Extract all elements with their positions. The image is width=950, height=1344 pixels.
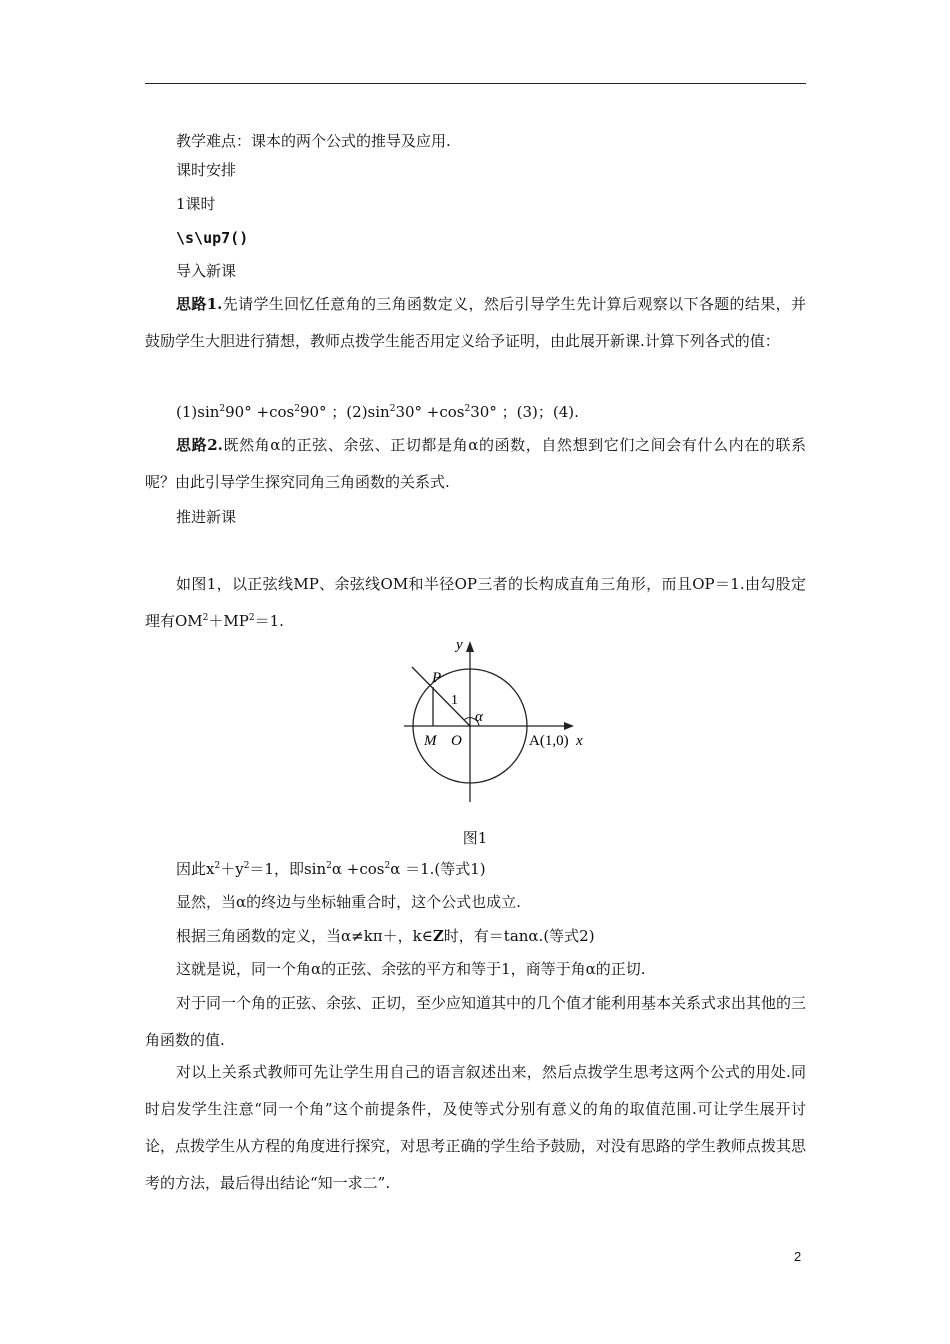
note-axes: 显然，当α的终边与坐标轴重合时，这个公式也成立. <box>176 893 521 911</box>
exercise-line: $(1)\sin^290^\circ +\cos^290^\circ$ ；$(2)\sin^230^\circ +\cos^230^\circ$ ；(3)；(4). <box>176 403 579 421</box>
idea1-label: 思路1. <box>176 295 223 313</box>
idea2-paragraph <box>145 427 806 501</box>
discussion-paragraph: 对以上关系式教师可先让学生用自己的语言叙述出来，然后点拨学生思考这两个公式的用处.同时启发学生注意“同一个角”这个前提条件，及使等式分别有意义的角的取值范围.可让学生展开讨论，点拨学生从方程的角度进行探究，对思考正确的学生给予鼓励，对没有思路的学生教师点拨其思考的方法，最后得出结论“知一求二”. <box>145 1063 806 1192</box>
idea2-label: 思路2. <box>176 436 223 454</box>
summary-line: 这就是说，同一个角α的正弦、余弦的平方和等于1，商等于角α的正切. <box>176 960 646 978</box>
schedule-value: 1课时 <box>176 195 216 213</box>
identity1-line: 因此$x^2+y^2=1$，即$\sin^2\alpha +\cos^2\alpha =1$.(等式1) <box>176 860 486 878</box>
label-o: O <box>451 733 462 749</box>
schedule-heading: 课时安排 <box>176 161 237 179</box>
label-x: x <box>576 733 583 749</box>
label-one: 1 <box>451 693 458 708</box>
label-y: y <box>456 637 463 653</box>
question-paragraph: 对于同一个角的正弦、余弦、正切，至少应知道其中的几个值才能利用基本关系式求出其他的三角函数的值. <box>145 994 807 1049</box>
label-m: M <box>424 733 437 749</box>
idea1-text: 先请学生回忆任意角的三角函数定义，然后引导学生先计算后观察以下各题的结果，并鼓励学生大胆进行猜想，教师点拨学生能否用定义给予证明，由此展开新课.计算下列各式的值： <box>145 295 806 350</box>
y-axis-arrow <box>466 641 474 652</box>
teaching-difficulty: 教学难点：课本的两个公式的推导及应用. <box>176 132 451 150</box>
header-rule <box>145 83 806 84</box>
advance-heading: 推进新课 <box>176 508 237 526</box>
page-number: 2 <box>794 1249 802 1264</box>
identity2-line: 根据三角函数的定义，当α≠kπ＋，k∈Z时，有＝tanα.(等式2) <box>176 927 595 945</box>
label-alpha: α <box>475 709 483 725</box>
x-axis-arrow <box>564 722 574 730</box>
intro-heading: 导入新课 <box>176 262 237 280</box>
unit-circle-figure <box>404 632 589 804</box>
label-a: A(1,0) <box>529 733 569 749</box>
figure-paragraph: 如图1，以正弦线MP、余弦线OM和半径OP三者的长构成直角三角形，而且OP＝1.由勾股定理有$OM^2+MP^2=1$. <box>145 575 806 630</box>
label-p: P <box>432 670 442 686</box>
code-artifact: \s\up7() <box>176 229 249 247</box>
figure-caption: 图1 <box>462 829 488 847</box>
idea2-text: 既然角α的正弦、余弦、正切都是角α的函数，自然想到它们之间会有什么内在的联系呢？由此引导学生探究同角三角函数的关系式. <box>145 436 806 491</box>
idea1-paragraph <box>145 286 806 360</box>
